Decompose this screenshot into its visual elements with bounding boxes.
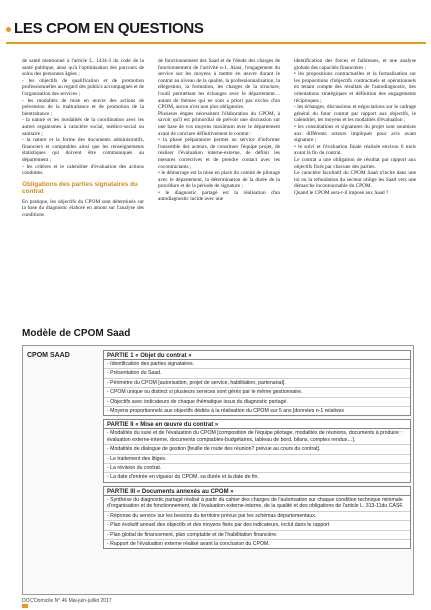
part-body (103, 360, 411, 416)
list-item: - Synthèse du diagnostic partagé réalisé à partir du cahier des charges de l'autorisation sur chaque condition technique minimale d'organisation et de fonctionnement, de l'évaluation externe-interne, de la qualité et des obligations de l'article L. 313-11du CASF. (104, 496, 410, 512)
paragraph: • le diagnostic partagé est la réalisation d'un autodiagnostic lucide avec une (158, 189, 280, 203)
list-item: - Moyens proportionnels aux objectifs dédiés à la réalisation du CPOM sur 5 ans [données n-1 relatives (107, 408, 345, 415)
list-item: - CPOM unique ou distinct si plusieurs services sont gérés par le même gestionnaire. (104, 388, 410, 397)
list-item: - Présentation du Saad. (104, 369, 410, 378)
bullet-dot-icon (6, 27, 11, 32)
paragraph: - la nature et la forme des documents administratifs, financiers et comptables ainsi que les renseignements statistiques qui doivent être communiqués au département ; (22, 137, 144, 163)
part-body (103, 429, 411, 482)
paragraph: - les critères et le calendrier d'évaluation des actions conduites. (22, 163, 144, 177)
paragraph: - les échanges, discussions et négociations sur le cadrage général du futur contrat par rapport aux objectifs, le calendrier, les moyens et les modalités d'évaluation ; (294, 104, 416, 124)
column-1 (22, 58, 144, 218)
list-item: - Plan évolutif annuel des objectifs et des moyens fixés par des indicateurs, inclut dans le rapport (104, 521, 410, 530)
model-title: Modèle de CPOM Saad (22, 328, 131, 339)
list-item: - Périmètre du CPOM [autorisation, projet de service, habilitation, partenariat]. (104, 379, 410, 388)
paragraph: Le caractère facultatif du CPOM Saad n'incite dans une loi ou la refondation du secteur oblige les Saad vers une démarche incontournable du CPOM. (294, 170, 416, 190)
paragraph: - la nature et les modalités de la coordination avec les autres organismes à caractère social, médico-social ou sanitaire ; (22, 117, 144, 137)
paragraph: identification des forces et faiblesses, et une analyse globale des capacités financières ; (294, 58, 416, 71)
paragraph: de santé mentionné à l'article L. 1434-3 du code de la santé publique, ainsi qu'à l'optimisation des parcours de soins des personnes âgées ; (22, 58, 144, 78)
list-item: - Rapport de l'évaluation externe réalisé avant la conclusion du CPOM. (107, 540, 270, 547)
list-item: - Identification des parties signataires. (104, 360, 410, 369)
list-item: - La révision du contrat. (104, 464, 410, 473)
part-heading: PARTIE III « Documents annexés au CPOM » (103, 486, 411, 496)
footer-accent-bar (22, 604, 28, 608)
column-3 (294, 58, 416, 196)
part-heading: PARTIE II « Mise en œuvre du contrat » (103, 419, 411, 429)
paragraph-text: Quand le CPOM sera-t-il imposé aux Saad (294, 189, 385, 196)
list-item: - Modalités de dialogue de gestion [feuille de route des réunion? prévue au cours du contrat]. (104, 445, 410, 454)
page-title: LES CPOM EN QUESTIONS (14, 20, 204, 37)
section-subhead: Obligations des parties signataires du contrat (22, 180, 138, 196)
question-mark: ? (385, 189, 389, 196)
cpom-model-box (22, 345, 414, 595)
part-heading: PARTIE 1 « Objet du contrat » (103, 350, 411, 360)
paragraph: Le contrat a une obligation de résultat par rapport aux objectifs fixés par chacune des parties. (294, 156, 416, 170)
header-rule (6, 42, 426, 44)
paragraph: • le suivi et l'évaluation finale réalisée environ 6 mois avant la fin du contrat. (294, 143, 416, 157)
article-columns (22, 58, 417, 358)
paragraph: - les modalités de mise en œuvre des actions de prévention de la maltraitance et de promotion de la bientraitance ; (22, 97, 144, 117)
part-body (103, 496, 411, 549)
paragraph: • les propositions contractuelles et la formalisation sur les propositions d'objectifs contractuels et opérationnels en tenant compte des résultats de l'autodiagnostic, des orientations stratégiques et définition des engagements réciproques ; (294, 71, 416, 104)
paragraph: • les consultations et signatures du projet sont soumises aux différents acteurs impliqués pour avis avant signature ; (294, 123, 416, 144)
paragraph: - les objectifs de qualification et de promotion professionnelles au regard des publics accompagnés et de l'organisation des services ; (22, 77, 144, 97)
paragraph: de fonctionnement des Saad et de l'étude des charges de fonctionnement de l'activité n-1. Ainsi, l'engagement du service sur les moyens à mettre en œuvre durant le contrat au niveau de la qualité, la professionnalisation, la télégestion, la formation, les charges de la structure, l'outil permettant les échanges avec le département… autant de thèmes qui ne sont a priori pas exclus d'un CPOM, aucun n'est non plus obligatoire. (158, 58, 280, 111)
paragraph (294, 190, 416, 197)
cpom-label: CPOM SAAD (27, 352, 70, 359)
list-item: - Le traitement des litiges. (104, 455, 410, 464)
paragraph: • la phase préparatoire permet au service d'informer l'ensemble des acteurs, de constituer l'équipe projet, de réaliser l'évaluation interne-externe, de définir les mesures correctives et de prendre contact avec les cocontractants ; (158, 137, 280, 170)
list-item: - La date d'entrée en vigueur du CPOM, sa durée et la date de fin. (107, 474, 259, 481)
paragraph: Plusieurs étapes nécessitent l'élaboration du CPOM, à savoir qu'il est primordial de prévoir une discussion sur une base de vos moyens maximum avec le département avant de conclure définitivement le contrat : (158, 110, 280, 137)
paragraph: • le démarrage est la mise en place du comité de pilotage avec le département, la détermination de la durée de la procédure et de la période de signature ; (158, 170, 280, 190)
column-2 (158, 58, 280, 203)
list-item: - Modalités du suivi et de l'évaluation du CPOM [composition de l'équipe pilotage, modalités de réunions, documents à produire : évaluation externe-interne, documents comptables-budgétaires, tableau de bord, bilans, comptes rendus…]. (104, 429, 410, 445)
parts-list (103, 350, 411, 549)
list-item: - Réponse du service sur les besoins du territoire prévus par les schémas départementaux. (104, 512, 410, 521)
page-header (0, 0, 431, 46)
list-item: - Plan global de financement, plan comptable et de l'habilitation financière. (104, 531, 410, 540)
paragraph: En pratique, les objectifs du CPOM sont déterminés sur la base du diagnostic élaboré en amont sur l'analyse des conditions (22, 198, 144, 218)
page-footer: DOC'Domicile N° 46 Mai-juin-juillet 2017 (22, 598, 112, 604)
list-item: - Objectifs avec indicateurs de chaque thématique issus du diagnostic partagé. (104, 398, 410, 407)
